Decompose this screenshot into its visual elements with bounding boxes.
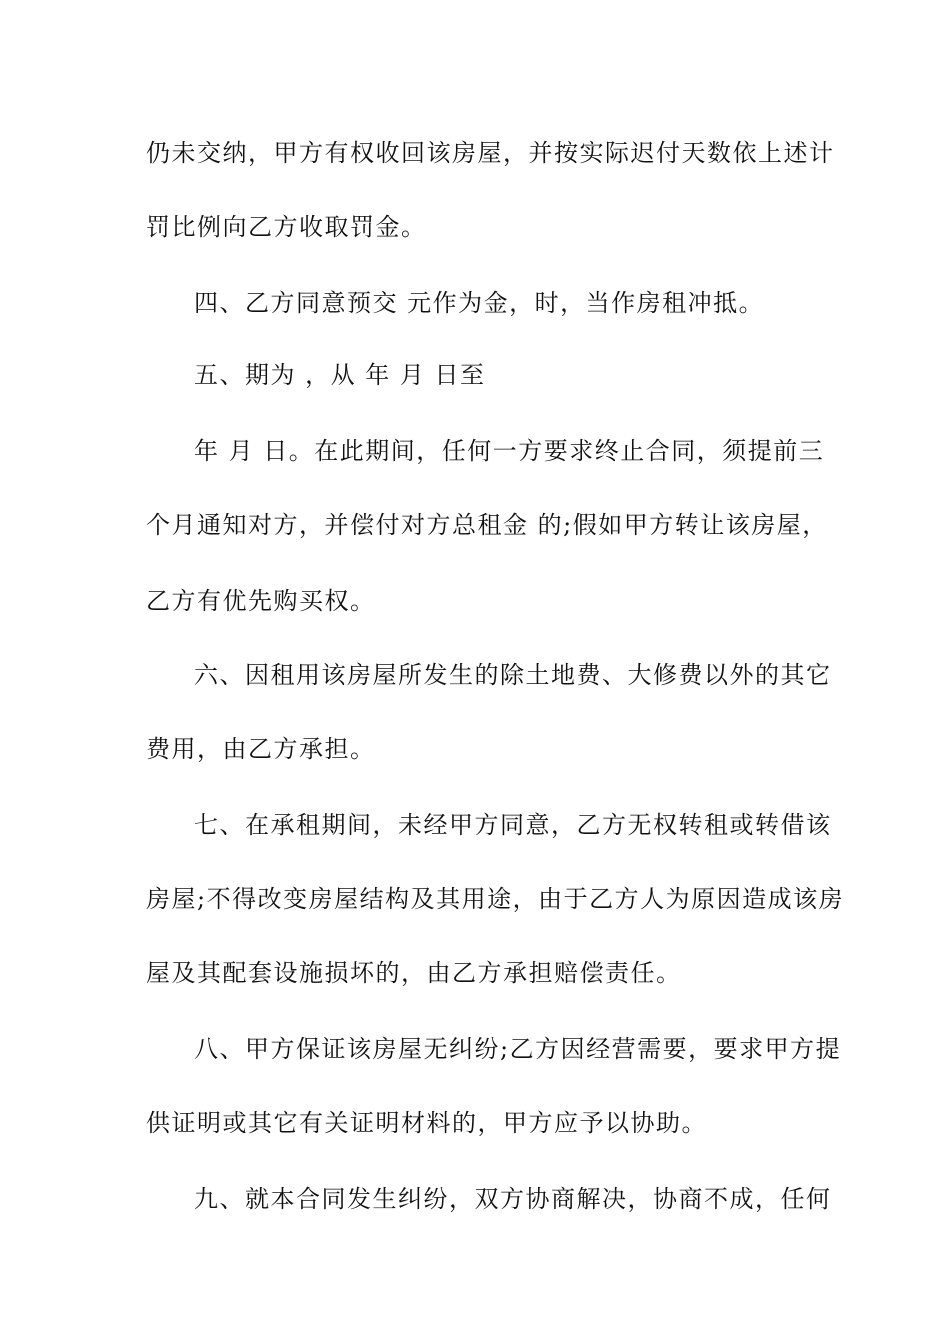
- paragraph-six: 六、因租用该房屋所发生的除土地费、大修费以外的其它: [194, 661, 832, 689]
- paragraph-seven: 七、在承租期间，未经甲方同意，乙方无权转租或转借该: [194, 811, 832, 839]
- text-line: 个月通知对方，并偿付对方总租金 的;假如甲方转让该房屋，: [146, 511, 828, 539]
- text-line: 屋及其配套设施损坏的，由乙方承担赔偿责任。: [146, 959, 682, 987]
- paragraph-eight: 八、甲方保证该房屋无纠纷;乙方因经营需要，要求甲方提: [194, 1035, 842, 1063]
- text-line: 房屋;不得改变房屋结构及其用途，由于乙方人为原因造成该房: [146, 885, 845, 913]
- text-line: 仍未交纳，甲方有权收回该房屋，并按实际迟付天数依上述计: [146, 139, 835, 167]
- text-line: 乙方有优先购买权。: [146, 587, 376, 615]
- text-line: 供证明或其它有关证明材料的，甲方应予以协助。: [146, 1109, 707, 1137]
- paragraph-five: 五、期为 ，从 年 月 日至: [194, 361, 486, 389]
- paragraph-four: 四、乙方同意预交 元作为金，时，当作房租冲抵。: [194, 289, 765, 317]
- text-line: 费用，由乙方承担。: [146, 735, 376, 763]
- paragraph-nine: 九、就本合同发生纠纷，双方协商解决，协商不成，任何: [194, 1185, 832, 1213]
- text-line: 罚比例向乙方收取罚金。: [146, 213, 427, 241]
- text-line: 年 月 日。在此期间，任何一方要求终止合同，须提前三: [194, 437, 825, 465]
